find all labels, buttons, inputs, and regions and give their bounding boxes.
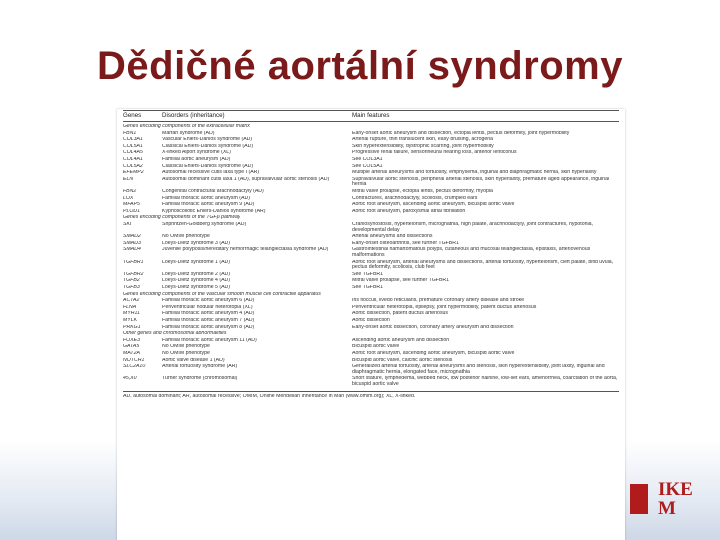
slide-title: Dědičné aortální syndromy (97, 44, 623, 88)
disorder-cell: Marfan syndrome (AD) (162, 130, 215, 136)
gene-cell: FBN1 (123, 130, 137, 136)
gene-cell: TGFB2 (123, 278, 140, 284)
disorder-cell: Familial thoracic aortic aneurysm 8 (AD) (162, 324, 255, 330)
gene-cell: FOXE3 (123, 337, 141, 343)
disorder-cell: Congenital contractural arachnodactyly (AD) (162, 189, 264, 194)
gene-cell: TGFBR2 (123, 271, 144, 277)
features-cell: Early-onset aortic dissection, coronary artery aneurysm and dissection (352, 324, 514, 330)
disorder-cell: Familial thoracic aortic aneurysm 4 (AD) (162, 311, 255, 317)
gene-cell: COL4A5 (123, 150, 143, 156)
disorder-cell: No OMIM phenotype (162, 344, 210, 350)
disorder-cell: Familial thoracic aortic aneurysm 6 (AD) (162, 298, 255, 304)
disorder-cell: Loeys-Dietz syndrome 3 (AD) (162, 240, 231, 246)
table-top-rule (123, 110, 619, 111)
section-heading: Genes encoding components of the extracellular matrix (123, 124, 250, 129)
disorder-cell: Familial thoracic aortic aneurysm 7 (AD) (162, 318, 255, 323)
header-features: Main features (352, 112, 390, 119)
disorder-cell: Shprintzen-Goldberg syndrome (AD) (162, 222, 247, 227)
features-cell: See COL5A1 (352, 163, 383, 169)
disorder-cell: Loeys-Dietz syndrome 5 (AD) (162, 285, 231, 290)
disorder-cell: No OMIM phenotype (162, 234, 210, 240)
disorder-cell: X-linked Alport syndrome (XL) (162, 150, 231, 156)
features-cell: Gastrointestinal hamartomatous polyps, cutaneous and mucosal telangiectasia, epistaxis, arteriovenous malformations (352, 247, 591, 258)
gene-cell: COL4A1 (123, 157, 143, 162)
logo-text-bottom: M (658, 498, 676, 519)
disorder-cell: No OMIM phenotype (162, 351, 210, 356)
disorder-cell: Classical Ehlers-Danlos syndrome (AD) (162, 143, 254, 149)
disorder-cell: Classical Ehlers-Danlos syndrome (AD) (162, 163, 254, 169)
gene-cell: FLNA (123, 304, 137, 310)
gene-cell: COL5A2 (123, 163, 143, 169)
gene-cell: PLOD1 (123, 208, 141, 214)
table-footnote: AD, autosomal dominant; AR, autosomal recessive; OMIM, Online Mendelian Inheritance in Man (www.omim.org); XL, X-linked. (123, 393, 416, 399)
gene-cell: MYH11 (123, 311, 140, 317)
gene-cell: SMAD2 (123, 234, 141, 240)
features-cell: See TGFBR1 (352, 285, 384, 290)
gene-cell: LOX (123, 195, 134, 201)
logo-text-top: IKE (658, 479, 693, 500)
features-cell: Periventricular heterotopia, epilepsy, joint hypermobility, patent ductus arteriosus (352, 304, 537, 310)
disorder-cell: Kyphoscoliotic Ehlers-Danlos syndrome (AR) (162, 208, 266, 214)
features-cell: Mitral valve prolapse, ectopia lentis, pectus deformity, myopia (352, 189, 493, 194)
features-cell: Aortic root aneurysm, ascending aortic aneurysm, bicuspid aortic valve (352, 351, 515, 356)
ikem-logo (630, 478, 720, 540)
disorder-cell: Vascular Ehlers-Danlos syndrome (AD) (162, 137, 253, 143)
features-cell: Arterial aneurysms and dissections (352, 234, 433, 240)
gene-cell: NOTCH1 (123, 357, 145, 363)
features-cell: Iris flocculi, livedo reticularis, premature coronary artery disease and stroke (352, 298, 525, 304)
header-genes: Genes (123, 112, 142, 119)
features-cell: Supravalvular aortic stenosis, peripheral arterial stenosis, skin hyperlaxity, premature aged appearance, inguinal hernia (352, 176, 610, 188)
disorder-cell: Loeys-Dietz syndrome 4 (AD) (162, 278, 231, 284)
gene-cell: MAT2A (123, 351, 140, 356)
features-cell: Multiple arterial aneurysms and tortuosity, emphysema, inguinal and diaphragmatic hernia, skin hyperlaxity (352, 170, 597, 176)
gene-cell: TGFBR1 (123, 259, 144, 265)
features-cell: Short stature, lymphedema, webbed neck, low posterior hairline, low-set ears, amenorrhea, coarctation of the aorta, bicuspid aortic valve (352, 376, 618, 387)
table-bottom-rule (123, 391, 619, 392)
gene-cell: ELN (123, 176, 134, 182)
disorder-cell: Arterial tortuosity syndrome (AR) (162, 364, 238, 370)
features-cell: Mitral valve prolapse, see further TGFBR1 (352, 278, 450, 284)
features-cell: Craniosynostosis, hypertelorism, micrognathia, high palate, arachnodactyly, joint contractures, hypotonia, developmental delay (352, 222, 593, 233)
disorder-cell: Aortic valve disease 1 (AD) (162, 357, 225, 363)
disorder-cell: Familial thoracic aortic aneurysm 9 (AD) (162, 202, 255, 208)
gene-cell: GATA5 (123, 344, 140, 350)
disorder-cell: Familial aortic aneurysm (AD) (162, 157, 231, 162)
section-heading: Genes encoding components of the TGFβ pathway (123, 215, 241, 221)
features-cell: See COL3A1 (352, 157, 383, 162)
gene-cell: TGFB3 (123, 285, 140, 290)
disorder-cell: Turner syndrome (chromosomal) (162, 376, 238, 382)
gene-cell: 45,X0 (123, 376, 137, 382)
gene-cell: COL5A1 (123, 143, 143, 149)
features-cell: Arterial rupture, thin translucent skin, easy bruising, acrogeria (352, 137, 493, 143)
features-cell: Contractures, arachnodactyly, scoliosis, crumpled ears (352, 195, 478, 201)
genes-table (117, 109, 625, 540)
features-cell: Skin hyperextensibility, dystrophic scarring, joint hypermobility (352, 143, 494, 149)
features-cell: Aortic root aneurysm, ascending aortic aneurysm, bicuspid aortic valve (352, 202, 515, 208)
features-cell: Aortic dissection (352, 318, 390, 323)
gene-cell: EFEMP2 (123, 170, 144, 176)
gene-cell: SKI (123, 222, 132, 227)
gene-cell: SMAD3 (123, 240, 141, 246)
features-cell: Bicuspid aortic valve (352, 344, 400, 350)
gene-cell: MFAP5 (123, 202, 140, 208)
disorder-cell: Autosomal dominant cutis laxa 1 (AD), supravalvular aortic stenosis (AD) (162, 176, 330, 182)
header-disorders: Disorders (inheritance) (162, 112, 225, 119)
features-cell: Aortic root aneurysm, arterial aneurysms and dissections, arterial tortuosity, hypertelorism, cleft palate, bifid uvula, pectus deformity, scoliosis, club feet (352, 259, 614, 271)
disorder-cell: Familial thoracic aortic aneurysm (AD) (162, 195, 250, 201)
gene-cell: COL3A1 (123, 137, 143, 143)
features-cell: Ascending aortic aneurysm and dissection (352, 337, 450, 343)
disorder-cell: Periventricular nodular heterotopia (XL) (162, 304, 253, 310)
features-cell: Early-onset osteoarthritis, see further TGFBR1 (352, 240, 459, 246)
gene-cell: SLC2A10 (123, 364, 146, 370)
gene-cell: PRKG1 (123, 324, 141, 330)
features-cell: Progressive renal failure, sensorineural hearing loss, anterior lenticonus (352, 150, 517, 156)
logo-bar (630, 484, 648, 514)
features-cell: Early-onset aortic aneurysm and dissection, ectopia lentis, pectus deformity, joint hypermobility (352, 130, 570, 136)
gene-cell: ACTA2 (123, 298, 140, 304)
gene-cell: SMAD4 (123, 247, 141, 253)
disorder-cell: Autosomal recessive cutis laxa type I (AR) (162, 170, 260, 176)
disorder-cell: Loeys-Dietz syndrome 1 (AD) (162, 259, 231, 265)
disorder-cell: Juvenile polyposis/hereditary hemorrhagic telangiectasia syndrome (AD) (162, 247, 329, 253)
features-cell: Bicuspid aortic valve, calcific aortic stenosis (352, 357, 453, 363)
gene-cell: MYLK (123, 318, 138, 323)
table-header-rule (123, 121, 619, 122)
section-heading: Genes encoding components of the vascular smooth muscle cell contractile apparatus (123, 291, 321, 297)
features-cell: Aortic dissection, patent ductus arteriosus (352, 311, 449, 317)
features-cell: Aortic root aneurysm, paroxysmal atrial fibrillation (352, 208, 466, 214)
disorder-cell: Familial thoracic aortic aneurysm 11 (AD) (162, 337, 257, 343)
features-cell: See TGFBR1 (352, 271, 384, 277)
logo-text (658, 480, 693, 518)
gene-cell: FBN2 (123, 189, 137, 194)
disorder-cell: Loeys-Dietz syndrome 2 (AD) (162, 271, 231, 277)
features-cell: Generalized arterial tortuosity, arterial aneurysms and stenosis, skin hyperextensibility, joint laxity, inguinal and diaphragmatic hernia, elongated face, micrognathia (352, 364, 605, 375)
section-heading: Other genes and chromosomal abnormalities (123, 331, 227, 337)
